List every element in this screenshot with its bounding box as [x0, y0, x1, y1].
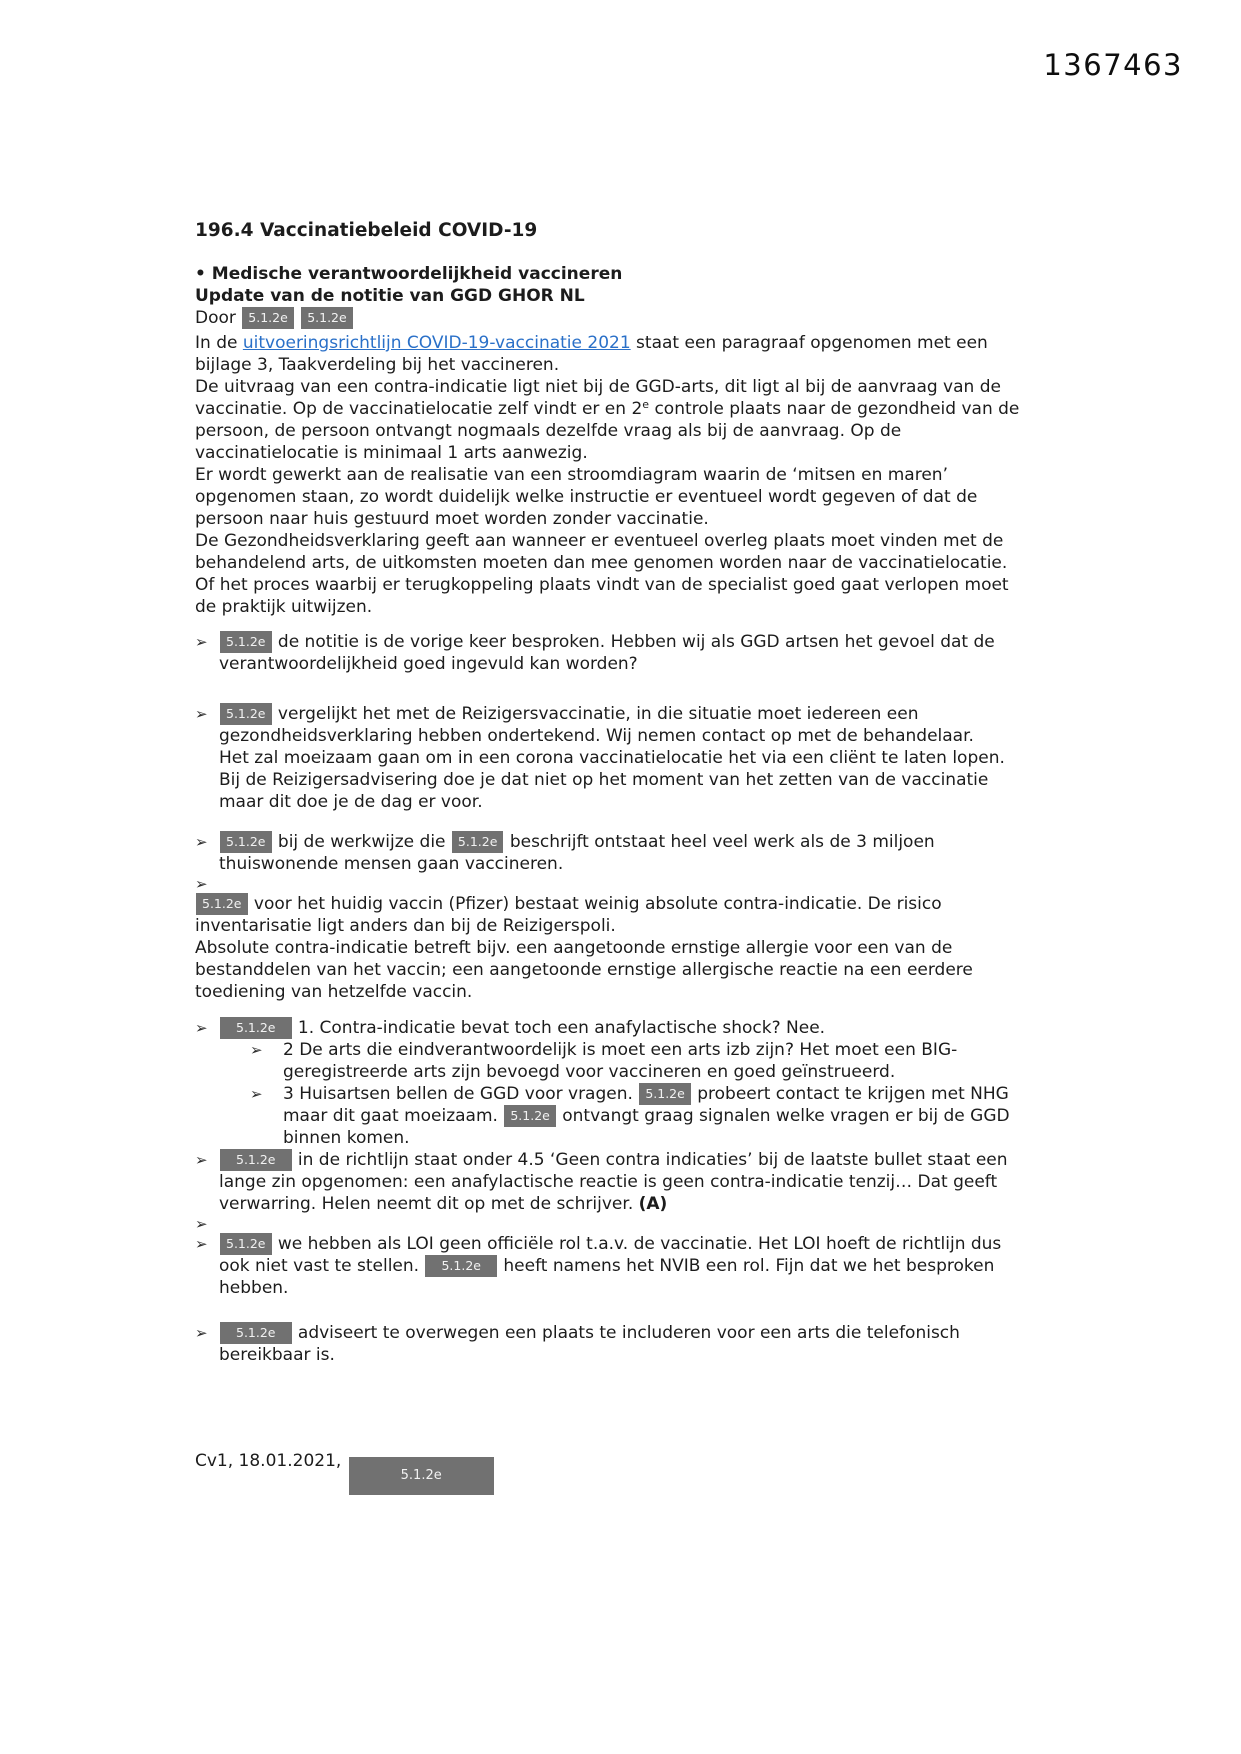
- bullet-text: [219, 632, 995, 674]
- text-run: de notitie is de vorige keer besproken. Hebben wij als GGD artsen het gevoel dat de verantwoordelijkheid goed ingevuld kan worden?: [219, 632, 995, 674]
- arrow-bullet-icon: ➢: [195, 705, 208, 723]
- subbullet-huisartsen-ggd: [195, 1083, 1028, 1149]
- document-content: [195, 0, 1028, 1495]
- text-run: beschrijft ontstaat heel veel werk als de 3 miljoen thuiswonende mensen gaan vaccineren.: [219, 832, 935, 874]
- redaction-box: 5.1.2e: [220, 1233, 272, 1255]
- paragraph-absolute-contra-indicatie: [195, 937, 1028, 1003]
- arrow-bullet-icon: ➢: [195, 1019, 208, 1037]
- footer-version-line: [195, 1450, 1028, 1495]
- text-run: we hebben als LOI geen officiële rol t.a.v. de vaccinatie. Het LOI hoeft de richtlijn dus ook niet vast te stellen.: [219, 1234, 1002, 1276]
- section-heading-group: [195, 263, 1028, 329]
- arrow-bullet-icon: ➢: [195, 833, 208, 851]
- paragraph-huidig-vaccin: [195, 893, 1028, 937]
- text-run: Er wordt gewerkt aan de realisatie van een stroomdiagram waarin de ‘mitsen en maren’ opgenomen staan, zo wordt duidelijk welke instructie er eventueel wordt gegeven of dat de persoon naar huis gestuurd moet worden zonder vaccinatie.: [195, 465, 978, 529]
- redaction-box: 5.1.2e: [425, 1255, 497, 1277]
- paragraph-stroomdiagram: [195, 464, 1028, 530]
- text-run: in de richtlijn staat onder 4.5 ‘Geen contra indicaties’ bij de laatste bullet staat een lange zin opgenomen: een anafylactische reactie is geen contra-indicatie tenzij… Dat geeft verwarring. Helen neemt dit op met de schrijver.: [219, 1150, 1008, 1214]
- subheading-medische-verantwoordelijkheid: • Medische verantwoordelijkheid vaccineren: [195, 264, 623, 284]
- bullet-contra-indicatie-shock: [195, 1017, 1028, 1039]
- arrow-bullet-icon: ➢: [195, 633, 208, 651]
- subbullet-eindverantwoordelijk-arts: [195, 1039, 1028, 1083]
- text-run: bij de werkwijze die: [272, 832, 451, 852]
- text-run: Absolute contra-indicatie betreft bijv. een aangetoonde ernstige allergie voor een van de bestanddelen van het vaccin; een aangetoonde ernstige allergische reactie na een eerdere toediening van hetzelfde vaccin.: [195, 938, 973, 1002]
- text-run: ontvangt graag signalen welke vragen er bij de GGD binnen komen.: [283, 1106, 1010, 1148]
- redaction-box: 5.1.2e: [301, 307, 353, 329]
- text-run: Of het proces waarbij er terugkoppeling plaats vindt van de specialist goed gaat verlopen moet de praktijk uitwijzen.: [195, 575, 1009, 617]
- text-run: voor het huidig vaccin (Pfizer) bestaat weinig absolute contra-indicatie. De risico inventarisatie ligt anders dan bij de Reizigerspoli.: [195, 894, 942, 936]
- text-run: De uitvraag van een contra-indicatie ligt niet bij de GGD-arts, dit ligt al bij de aanvraag van de vaccinatie. Op de vaccinatielocatie zelf vindt er en 2: [195, 377, 1001, 419]
- bullet-loi-rol: [195, 1233, 1028, 1299]
- door-line: [195, 307, 1028, 329]
- redaction-box: 5.1.2e: [452, 831, 504, 853]
- redaction-box: 5.1.2e: [504, 1105, 556, 1127]
- arrow-bullet-icon: ➢: [195, 1235, 208, 1253]
- text-run: In de: [195, 333, 243, 353]
- bullet-text: [219, 704, 1005, 812]
- arrow-bullet-icon: ➢: [250, 1041, 263, 1059]
- redaction-box: 5.1.2e: [220, 1017, 292, 1039]
- text-run: 3 Huisartsen bellen de GGD voor vragen.: [283, 1084, 639, 1104]
- text-run: De Gezondheidsverklaring geeft aan wanneer er eventueel overleg plaats moet vinden met de behandelend arts, de uitkomsten moeten dan mee genomen worden naar de vaccinatielocatie.: [195, 531, 1008, 573]
- redaction-box: 5.1.2e: [639, 1083, 691, 1105]
- bullet-adviseert-arts-telefonisch: [195, 1322, 1028, 1366]
- subheading-update-notitie: Update van de notitie van GGD GHOR NL: [195, 286, 585, 306]
- text-run: 2 De arts die eindverantwoordelijk is moet een arts izb zijn? Het moet een BIG-geregistreerde arts zijn bevoegd voor vaccineren en goed geïnstrueerd.: [283, 1040, 958, 1082]
- bullet-text: [219, 1234, 1001, 1298]
- arrow-bullet-icon: ➢: [195, 1151, 208, 1169]
- redaction-box: 5.1.2e: [349, 1457, 494, 1495]
- paragraph-uitvoeringsrichtlijn: [195, 332, 1028, 376]
- bullet-text: [283, 1084, 1010, 1148]
- text-run: heeft namens het NVIB een rol. Fijn dat we het besproken hebben.: [219, 1256, 995, 1298]
- paragraph-terugkoppeling: [195, 574, 1028, 618]
- arrow-bullet-icon: ➢: [195, 1324, 208, 1342]
- redaction-box: 5.1.2e: [220, 831, 272, 853]
- empty-bullet-line: [195, 875, 1028, 893]
- empty-bullet-line: [195, 1215, 1028, 1233]
- bullet-text: [219, 1150, 1008, 1214]
- arrow-bullet-icon: ➢: [250, 1085, 263, 1103]
- bullet-richtlijn-45: [195, 1149, 1028, 1215]
- redaction-box: 5.1.2e: [220, 1322, 292, 1344]
- bullet-text: [219, 832, 935, 874]
- hyperlink[interactable]: uitvoeringsrichtlijn COVID-19-vaccinatie 2021: [242, 333, 631, 353]
- redaction-box: 5.1.2e: [196, 893, 248, 915]
- bullet-werkwijze: [195, 831, 1028, 875]
- text-run: 1. Contra-indicatie bevat toch een anafylactische shock? Nee.: [292, 1018, 826, 1038]
- redaction-box: 5.1.2e: [242, 307, 294, 329]
- bullet-notitie-besproken: [195, 631, 1028, 675]
- superscript: e: [642, 398, 650, 411]
- text-run: controle plaats naar de gezondheid van de persoon, de persoon ontvangt nogmaals dezelfde vraag als bij de aanvraag. Op de vaccinatielocatie is minimaal 1 arts aanwezig.: [195, 399, 1020, 463]
- redaction-box: 5.1.2e: [220, 703, 272, 725]
- body-paragraphs: [195, 332, 1028, 618]
- bold-text: (A): [638, 1194, 668, 1214]
- text-run: probeert contact te krijgen met NHG maar dit gaat moeizaam.: [283, 1084, 1009, 1126]
- paragraph-uitvraag-contra-indicatie: [195, 376, 1028, 464]
- bullet-text: [283, 1040, 957, 1082]
- bullet-text: [219, 1018, 825, 1038]
- text-run: [295, 308, 300, 328]
- text-run: Het zal moeizaam gaan om in een corona vaccinatielocatie het via een cliënt te laten lopen. Bij de Reizigersadvisering doe je dat niet op het moment van het zetten van de vaccinatie maar dit doe je de dag er voor.: [219, 748, 1005, 812]
- text-run: Cv1, 18.01.2021,: [195, 1451, 347, 1471]
- redaction-box: 5.1.2e: [220, 631, 272, 653]
- arrow-bullet-icon: ➢: [195, 1215, 208, 1233]
- paragraph-gezondheidsverklaring: [195, 530, 1028, 574]
- bullet-text: [219, 1323, 960, 1365]
- arrow-bullet-icon: ➢: [195, 875, 208, 893]
- text-run: vergelijkt het met de Reizigersvaccinatie, in die situatie moet iedereen een gezondheidsverklaring hebben ondertekend. Wij nemen contact op met de behandelaar.: [219, 704, 974, 746]
- bullet-reizigersvaccinatie: [195, 703, 1028, 813]
- doc-title: 196.4 Vaccinatiebeleid COVID-19: [195, 220, 538, 241]
- text-run: staat een paragraaf opgenomen met een bijlage 3, Taakverdeling bij het vaccineren.: [195, 333, 988, 375]
- redaction-box: 5.1.2e: [220, 1149, 292, 1171]
- text-run: adviseert te overwegen een plaats te includeren voor een arts die telefonisch bereikbaar is.: [219, 1323, 960, 1365]
- page-number: 1367463: [1043, 48, 1183, 82]
- text-run: Door: [195, 308, 242, 328]
